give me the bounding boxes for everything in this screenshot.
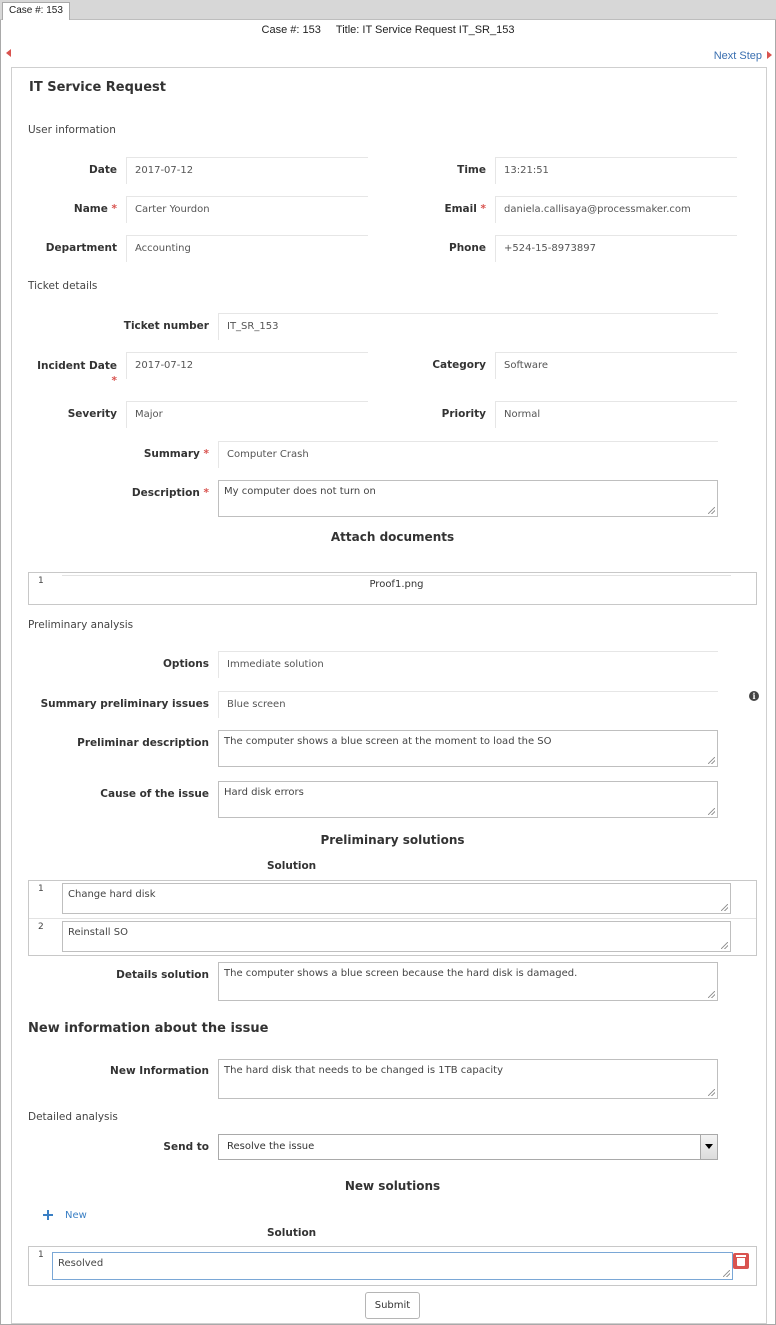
department-label: Department bbox=[45, 242, 117, 254]
resize-grip-icon[interactable] bbox=[708, 507, 715, 514]
section-detailed-analysis: Detailed analysis bbox=[28, 1111, 118, 1123]
solution-column-header: Solution bbox=[267, 860, 317, 872]
email-label: Email * bbox=[444, 203, 486, 215]
section-user-information: User information bbox=[28, 124, 116, 136]
new-solutions-title: New solutions bbox=[344, 1179, 441, 1193]
category-field[interactable]: Software bbox=[495, 352, 737, 379]
solution-row-number: 1 bbox=[38, 884, 44, 894]
cause-label: Cause of the issue bbox=[100, 788, 209, 800]
submit-button[interactable]: Submit bbox=[365, 1292, 420, 1319]
new-information-title: New information about the issue bbox=[28, 1021, 269, 1036]
email-field[interactable]: daniela.callisaya@processmaker.com bbox=[495, 196, 737, 223]
phone-label: Phone bbox=[449, 242, 486, 254]
time-label: Time bbox=[457, 164, 486, 176]
case-title: Title: IT Service Request IT_SR_153 bbox=[335, 24, 515, 36]
summary-preliminary-issues-field[interactable]: Blue screen bbox=[218, 691, 718, 718]
ticket-number-label: Ticket number bbox=[123, 320, 209, 332]
options-label: Options bbox=[163, 658, 209, 670]
solution-textarea[interactable]: Reinstall SO bbox=[62, 921, 731, 952]
phone-field[interactable]: +524-15-8973897 bbox=[495, 235, 737, 262]
previous-step-arrow-icon[interactable] bbox=[6, 49, 11, 57]
resize-grip-icon[interactable] bbox=[708, 991, 715, 998]
attach-file-link[interactable]: Proof1.png bbox=[62, 575, 731, 597]
details-solution-textarea[interactable]: The computer shows a blue screen because the hard disk is damaged. bbox=[218, 962, 718, 1001]
summary-label: Summary * bbox=[143, 448, 209, 460]
date-field[interactable]: 2017-07-12 bbox=[126, 157, 368, 184]
next-step-link[interactable]: Next Step bbox=[713, 50, 762, 62]
severity-field[interactable]: Major bbox=[126, 401, 368, 428]
preliminar-description-textarea[interactable]: The computer shows a blue screen at the moment to load the SO bbox=[218, 730, 718, 767]
attach-documents-title: Attach documents bbox=[330, 530, 455, 544]
case-header bbox=[0, 24, 776, 36]
details-solution-label: Details solution bbox=[116, 969, 209, 981]
tab-bar bbox=[0, 0, 776, 20]
resize-grip-icon[interactable] bbox=[721, 942, 728, 949]
new-solution-column-header: Solution bbox=[267, 1227, 317, 1239]
preliminary-solutions-grid bbox=[28, 880, 757, 956]
new-solution-row-number: 1 bbox=[38, 1250, 44, 1260]
send-to-selected-value: Resolve the issue bbox=[227, 1141, 315, 1152]
attach-grid bbox=[28, 572, 757, 605]
severity-label: Severity bbox=[67, 408, 117, 420]
resize-grip-icon[interactable] bbox=[708, 757, 715, 764]
resize-grip-icon[interactable] bbox=[708, 1089, 715, 1096]
attach-row-number: 1 bbox=[38, 576, 44, 586]
new-solution-textarea[interactable]: Resolved bbox=[52, 1252, 733, 1280]
incident-date-label: Incident Date * bbox=[37, 360, 117, 387]
date-label: Date bbox=[89, 164, 117, 176]
description-textarea[interactable]: My computer does not turn on bbox=[218, 480, 718, 517]
send-to-label: Send to bbox=[163, 1141, 209, 1153]
priority-field[interactable]: Normal bbox=[495, 401, 737, 428]
time-field[interactable]: 13:21:51 bbox=[495, 157, 737, 184]
summary-preliminary-issues-label: Summary preliminary issues bbox=[40, 698, 209, 710]
new-information-textarea[interactable]: The hard disk that needs to be changed is 1TB capacity bbox=[218, 1059, 718, 1099]
new-solutions-grid bbox=[28, 1246, 757, 1286]
category-label: Category bbox=[432, 359, 486, 371]
priority-label: Priority bbox=[441, 408, 486, 420]
ticket-number-field[interactable]: IT_SR_153 bbox=[218, 313, 718, 340]
cause-textarea[interactable]: Hard disk errors bbox=[218, 781, 718, 818]
solution-row-number: 2 bbox=[38, 922, 44, 932]
incident-date-field[interactable]: 2017-07-12 bbox=[126, 352, 368, 379]
plus-icon[interactable] bbox=[43, 1210, 53, 1220]
new-information-label: New Information bbox=[110, 1065, 209, 1077]
new-row-link[interactable]: New bbox=[65, 1210, 87, 1221]
description-label: Description * bbox=[131, 487, 209, 499]
section-preliminary-analysis: Preliminary analysis bbox=[28, 619, 134, 631]
tab-case[interactable]: Case #: 153 bbox=[2, 2, 70, 20]
solution-textarea[interactable]: Change hard disk bbox=[62, 883, 731, 914]
info-icon[interactable]: i bbox=[749, 691, 759, 701]
form-title: IT Service Request bbox=[29, 80, 166, 95]
resize-grip-icon[interactable] bbox=[721, 904, 728, 911]
send-to-select[interactable] bbox=[218, 1134, 718, 1160]
options-field[interactable]: Immediate solution bbox=[218, 651, 718, 678]
case-number: Case #: 153 bbox=[261, 24, 321, 36]
preliminar-description-label: Preliminar description bbox=[77, 737, 209, 749]
next-step-arrow-icon[interactable] bbox=[767, 51, 772, 59]
section-ticket-details: Ticket details bbox=[28, 280, 98, 292]
delete-row-trash-icon[interactable] bbox=[733, 1253, 749, 1269]
name-label: Name * bbox=[73, 203, 117, 215]
chevron-down-icon[interactable] bbox=[700, 1135, 717, 1159]
department-field[interactable]: Accounting bbox=[126, 235, 368, 262]
grid-row-divider bbox=[29, 918, 756, 919]
resize-grip-icon[interactable] bbox=[723, 1270, 730, 1277]
resize-grip-icon[interactable] bbox=[708, 808, 715, 815]
preliminary-solutions-title: Preliminary solutions bbox=[320, 833, 465, 847]
name-field[interactable]: Carter Yourdon bbox=[126, 196, 368, 223]
summary-field[interactable]: Computer Crash bbox=[218, 441, 718, 468]
